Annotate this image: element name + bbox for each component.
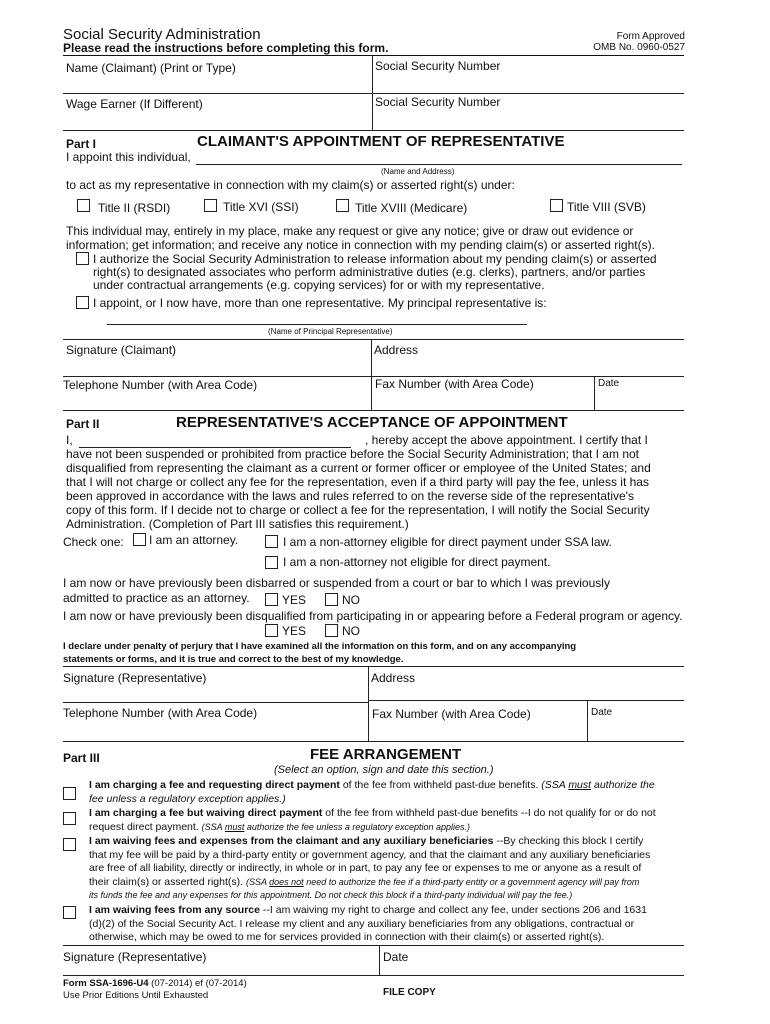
option-note: (SSA — [538, 779, 569, 791]
form-number-rest: (07-2014) ef (07-2014) — [148, 978, 247, 989]
field-divider — [372, 56, 373, 93]
title-viii-checkbox[interactable] — [550, 199, 563, 212]
option-note: fee unless a regulatory exception applies.) — [89, 792, 286, 805]
part1-title: CLAIMANT'S APPOINTMENT OF REPRESENTATIVE — [197, 133, 565, 150]
option-text: that my fee will be paid by a third-party entity or government agency, and that the claimant and any auxiliary beneficiaries — [89, 848, 651, 861]
option-note: authorize the — [591, 779, 655, 791]
option-title: I am waiving fees from any source — [89, 904, 260, 916]
acceptance-line: copy of this form. If I decide not to charge or collect a fee for the representation, I will notify the Social Security — [66, 503, 650, 517]
disqualified-no-checkbox[interactable] — [325, 624, 338, 637]
form-approved: Form Approved — [616, 31, 685, 42]
disbarred-line: admitted to practice as an attorney. — [63, 591, 250, 605]
name-address-caption: (Name and Address) — [381, 167, 455, 176]
form-number-bold: Form SSA-1696-U4 — [63, 978, 149, 989]
fee-signature-field[interactable]: Signature (Representative) — [63, 950, 207, 964]
principal-rep-input[interactable] — [107, 324, 527, 325]
field-divider — [379, 945, 380, 975]
acceptance-line: Administration. (Completion of Part III satisfies this requirement.) — [66, 517, 409, 531]
field-rule — [63, 975, 684, 976]
principal-rep-checkbox[interactable] — [76, 296, 89, 309]
field-rule — [63, 741, 684, 742]
claimant-address-field[interactable]: Address — [374, 343, 419, 357]
field-rule — [63, 339, 684, 340]
option-note: need to authorize the fee if a third-party entity or a government agency will pay from — [303, 876, 640, 887]
field-rule — [63, 945, 684, 946]
disbarred-yes-label: YES — [282, 593, 307, 607]
claimant-name-field[interactable]: Name (Claimant) (Print or Type) — [66, 61, 236, 75]
title-viii-label: Title VIII (SVB) — [567, 200, 646, 214]
field-divider — [594, 376, 595, 410]
wage-earner-ssn-field[interactable]: Social Security Number — [375, 95, 501, 109]
part3-subtitle: (Select an option, sign and date this section.) — [274, 764, 494, 776]
option-note: (SSA — [201, 821, 225, 832]
disbarred-no-checkbox[interactable] — [325, 593, 338, 606]
fee-waive-direct-checkbox[interactable] — [63, 812, 76, 825]
claimant-telephone-field[interactable]: Telephone Number (with Area Code) — [63, 378, 258, 392]
fee-date-field[interactable]: Date — [383, 950, 409, 964]
option-note: (SSA — [245, 876, 270, 887]
option-note-emphasis: must — [568, 779, 592, 791]
instructions-line: Please read the instructions before completing this form. — [63, 41, 389, 55]
appoint-text: I appoint this individual, — [66, 150, 191, 164]
file-copy-label: FILE COPY — [383, 987, 436, 998]
form-number — [63, 978, 247, 989]
declaration-line: I declare under penalty of perjury that I have examined all the information on this form, and on any accompanying — [63, 641, 577, 652]
claimant-signature-field[interactable]: Signature (Claimant) — [66, 343, 177, 357]
option-note-emphasis: must — [224, 821, 245, 832]
omb-number: OMB No. 0960-0527 — [593, 42, 685, 53]
field-rule — [63, 93, 684, 94]
option-note: its funds the fee and any expenses for this appointment. Do not check this block if a third-party individual will pay the fee.) — [89, 890, 573, 900]
attorney-checkbox[interactable] — [133, 533, 146, 546]
option-title: I am charging a fee and requesting direct payment — [89, 779, 340, 791]
release-info-line: I authorize the Social Security Administration to release information about my pending claim(s) or asserted — [93, 252, 657, 266]
option-text: otherwise, which may be owed to me for services provided in connection with their claim(s) or asserted right(s). — [89, 931, 605, 943]
acceptance-line: that I will not charge or collect any fee for the representation, even if a third party will pay the fee, unless it has — [66, 475, 649, 489]
field-rule — [63, 410, 684, 411]
option-text: (d)(2) of the Social Security Act. I release my client and any auxiliary beneficiaries from any obligations, contractual or — [89, 917, 635, 930]
field-divider — [371, 339, 372, 410]
wage-earner-field[interactable]: Wage Earner (If Different) — [66, 97, 203, 111]
fee-waive-direct-text — [89, 807, 701, 834]
rep-date-field[interactable]: Date — [591, 707, 613, 718]
title-xvi-checkbox[interactable] — [204, 199, 217, 212]
disbarred-no-label: NO — [342, 593, 360, 607]
option-text: --By checking this block I certify — [493, 835, 644, 847]
option-text: are free of all liability, directly or indirectly, in whole or in part, to pay any fee or expenses to me or anyone as a result of — [89, 862, 642, 874]
field-divider — [587, 700, 588, 741]
rep-signature-field[interactable]: Signature (Representative) — [63, 671, 207, 685]
option-text: request direct payment. — [89, 820, 199, 833]
part2-i-label: I, — [66, 433, 73, 447]
fee-direct-payment-checkbox[interactable] — [63, 787, 76, 800]
title-xvi-label: Title XVI (SSI) — [223, 200, 299, 214]
disbarred-line: I am now or have previously been disbarred or suspended from a court or bar to which I was previously — [63, 576, 610, 590]
option-title: I am waiving fees and expenses from the claimant and any auxiliary beneficiaries — [89, 835, 494, 847]
release-info-checkbox[interactable] — [76, 252, 89, 265]
disqualified-no-label: NO — [342, 624, 360, 638]
disqualified-yes-checkbox[interactable] — [265, 624, 278, 637]
part3-label: Part III — [63, 751, 100, 765]
authority-line: information; get information; and receive any notice in connection with my pending claim(s) or asserted right(s). — [66, 238, 655, 252]
fee-waive-all-checkbox[interactable] — [63, 906, 76, 919]
nonattorney-not-eligible-label: I am a non-attorney not eligible for direct payment. — [283, 555, 551, 569]
authority-line: This individual may, entirely in my place, make any request or give any notice; give or draw out evidence or — [66, 224, 634, 238]
agency-name: Social Security Administration — [63, 26, 261, 43]
option-text: of the fee from withheld past-due benefits --I do not qualify for or do not — [322, 807, 656, 819]
fee-waive-all-text — [89, 904, 701, 945]
option-note-emphasis: does not — [269, 876, 304, 887]
claimant-ssn-field[interactable]: Social Security Number — [375, 59, 501, 73]
disqualified-yes-label: YES — [282, 624, 307, 638]
nonattorney-eligible-checkbox[interactable] — [265, 535, 278, 548]
declaration-line: statements or forms, and it is true and correct to the best of my knowledge. — [63, 654, 404, 665]
acceptance-line: been approved in accordance with the laws and rules referred to on the reverse side of the representative's — [66, 489, 634, 503]
part2-title: REPRESENTATIVE'S ACCEPTANCE OF APPOINTMENT — [176, 414, 568, 431]
representative-name-input[interactable] — [196, 164, 682, 165]
option-text: --I am waiving my right to charge and collect any fee, under sections 206 and 1631 — [259, 904, 647, 916]
option-title: I am charging a fee but waiving direct payment — [89, 807, 323, 819]
top-rule — [63, 55, 684, 56]
option-note: authorize the fee unless a regulatory exception applies.) — [244, 821, 470, 832]
attorney-label: I am an attorney. — [149, 533, 239, 547]
release-info-line: right(s) to designated associates who perform administrative duties (e.g. clerks), partners, and/or parties — [93, 265, 646, 279]
part1-label: Part I — [66, 137, 97, 151]
title-xviii-checkbox[interactable] — [336, 199, 349, 212]
disqualified-line: I am now or have previously been disqualified from participating in or appearing before a Federal program or agency. — [63, 609, 683, 623]
field-divider — [368, 666, 369, 741]
field-rule — [368, 700, 684, 701]
nonattorney-not-eligible-checkbox[interactable] — [265, 556, 278, 569]
title-ii-label: Title II (RSDI) — [98, 201, 171, 215]
rep-address-field[interactable]: Address — [371, 671, 416, 685]
acceptance-line: , hereby accept the above appointment. I certify that I — [365, 433, 648, 447]
rep-telephone-field[interactable]: Telephone Number (with Area Code) — [63, 706, 258, 720]
act-as-text: to act as my representative in connection with my claim(s) or asserted right(s) under: — [66, 178, 515, 192]
field-rule — [63, 666, 684, 667]
rep-fax-field[interactable]: Fax Number (with Area Code) — [372, 707, 531, 721]
fee-waive-claimant-checkbox[interactable] — [63, 838, 76, 851]
option-text: their claim(s) or asserted right(s). — [89, 875, 244, 888]
title-ii-checkbox[interactable] — [77, 199, 90, 212]
field-rule — [63, 130, 684, 131]
acceptance-line: have not been suspended or prohibited from practice before the Social Security Administration; that I am not — [66, 447, 639, 461]
claimant-date-field[interactable]: Date — [598, 378, 620, 389]
disbarred-yes-checkbox[interactable] — [265, 593, 278, 606]
nonattorney-eligible-label: I am a non-attorney eligible for direct payment under SSA law. — [283, 535, 612, 549]
release-info-line: under contractual arrangements (e.g. copying services) for or with my representative. — [93, 278, 545, 292]
field-rule — [63, 376, 371, 377]
part3-title: FEE ARRANGEMENT — [310, 746, 462, 763]
prior-editions: Use Prior Editions Until Exhausted — [63, 990, 209, 1001]
claimant-fax-field[interactable]: Fax Number (with Area Code) — [375, 377, 534, 391]
principal-rep-text: I appoint, or I now have, more than one representative. My principal representative is: — [93, 296, 547, 310]
fee-direct-payment-text — [89, 779, 701, 806]
field-divider — [372, 93, 373, 130]
principal-caption: (Name of Principal Representative) — [268, 327, 393, 336]
check-one-label: Check one: — [63, 535, 124, 549]
fee-waive-claimant-text — [89, 835, 701, 903]
field-rule — [63, 702, 368, 703]
part2-label: Part II — [66, 417, 100, 431]
option-text: of the fee from withheld past-due benefits. — [339, 779, 539, 791]
title-xviii-label: Title XVIII (Medicare) — [355, 201, 468, 215]
acceptance-line: disqualified from representing the claimant as a current or former officer or employee of the United States; and — [66, 461, 651, 475]
